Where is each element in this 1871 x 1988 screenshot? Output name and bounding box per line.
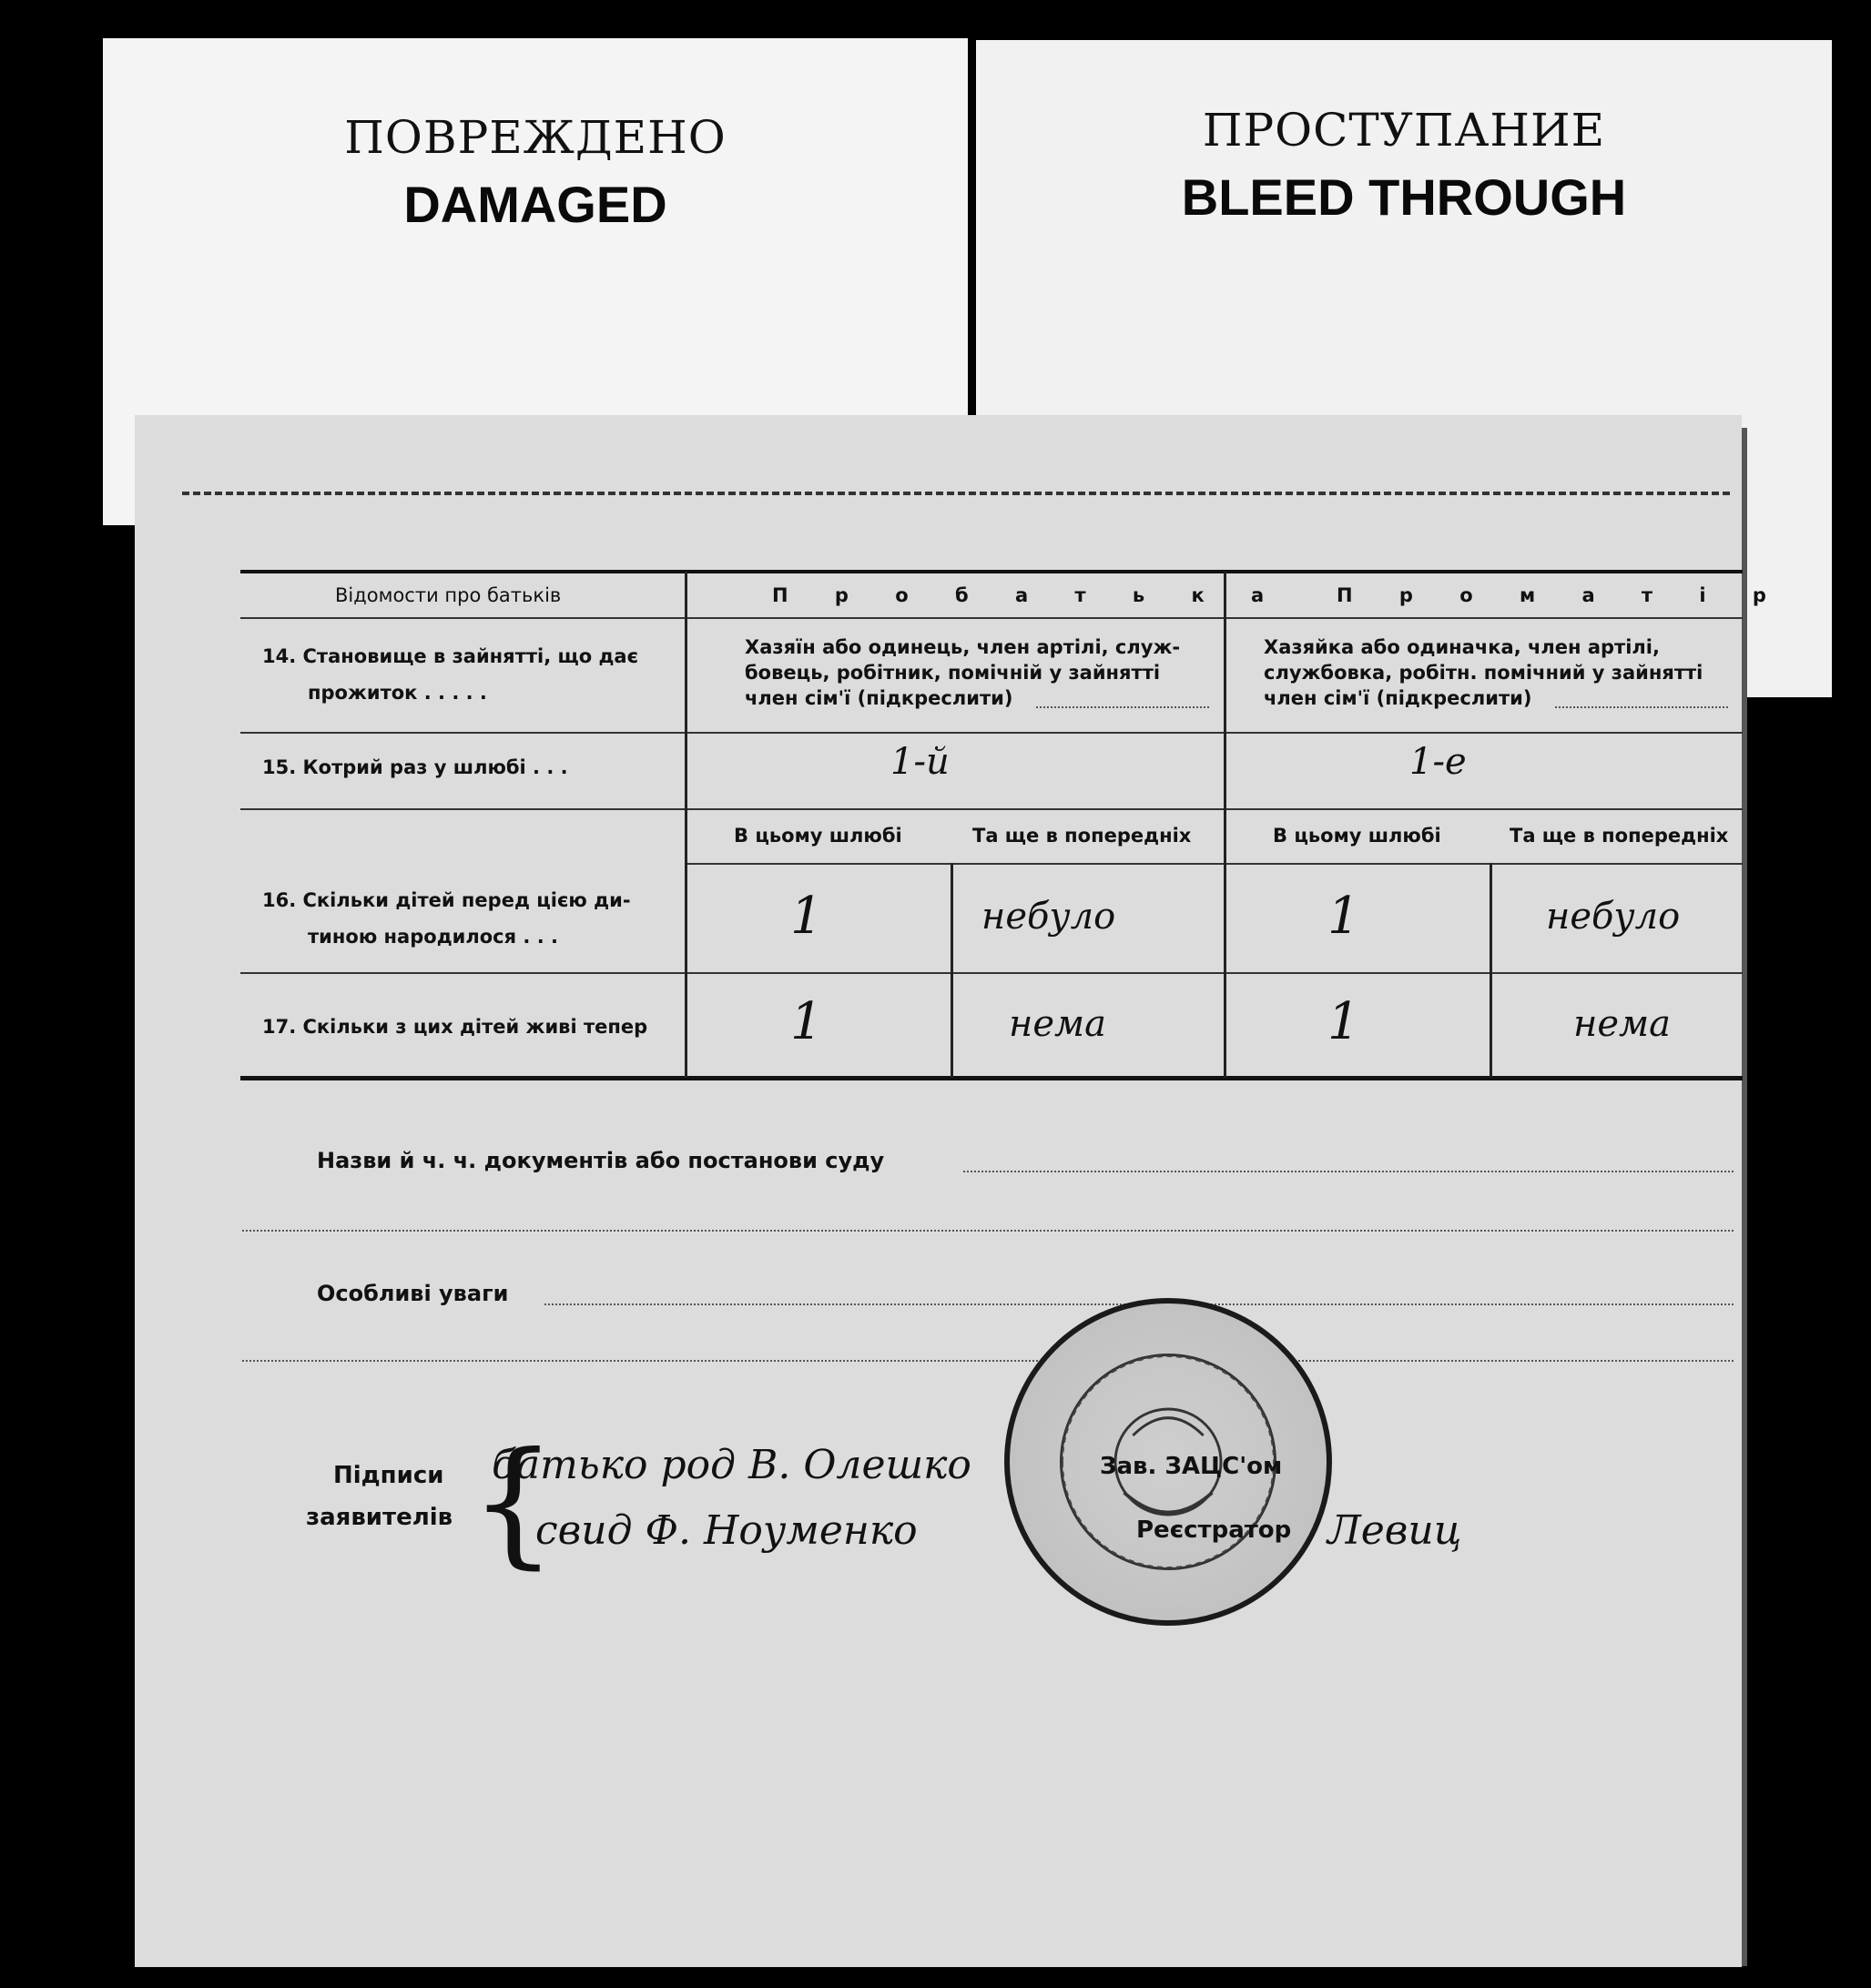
row14-father-line1: Хазяїн або одинець, член артілі, служ- <box>745 636 1181 658</box>
row16-father-previous: небуло <box>981 896 1116 938</box>
registrar-label: Реєстратор <box>1136 1516 1292 1544</box>
col-divider-mother <box>1490 863 1492 1078</box>
bleed-through-label-en: BLEED THROUGH <box>1181 168 1627 226</box>
row16-rule <box>240 972 1743 974</box>
row14-label-line1: 14. Становище в зайнятті, що дає <box>262 645 639 667</box>
row15-mother-value: 1-е <box>1409 741 1467 783</box>
documents-dots-1 <box>963 1171 1734 1172</box>
mother-signature: свид Ф. Ноуменко <box>535 1507 918 1554</box>
signatures-label-line1: Підписи <box>333 1462 444 1489</box>
header-rule <box>240 617 1743 619</box>
row14-rule <box>240 732 1743 734</box>
head-registry-label: Зав. ЗАЦС'ом <box>1100 1453 1283 1480</box>
damaged-label-ru: ПОВРЕЖДЕНО <box>344 111 727 164</box>
registration-form <box>135 415 1786 1967</box>
row16-mother-this: 1 <box>1327 887 1360 946</box>
subheader-mother-this: В цьому шлюбі <box>1273 825 1441 847</box>
subheader-rule <box>686 863 1743 865</box>
row14-label-line2: прожиток . . . . . <box>308 682 487 704</box>
documents-label: Назви й ч. ч. документів або постанови суду <box>317 1148 885 1173</box>
table-top-rule <box>240 570 1743 573</box>
header-mother: П р о м а т і р <box>1337 584 1786 606</box>
row17-mother-previous: нема <box>1573 1003 1672 1045</box>
header-parents-info: Відомости про батьків <box>335 584 562 606</box>
col-divider-1 <box>685 572 687 1078</box>
row16-label-line2: тиною народилося . . . <box>308 926 558 948</box>
header-father: П р о б а т ь к а <box>772 584 1285 606</box>
bleed-through-label-ru: ПРОСТУПАНИЕ <box>1202 104 1606 157</box>
form-edge-shadow <box>1742 428 1747 1966</box>
row14-father-line3: член сім'ї (підкреслити) <box>745 687 1013 709</box>
row14-mother-line2: службовка, робітн. помічний у зайнятті <box>1264 662 1703 684</box>
row16-label-line1: 16. Скільки дітей перед цією ди- <box>262 889 631 911</box>
subheader-mother-previous: Та ще в попередніх <box>1510 825 1729 847</box>
row15-rule <box>240 808 1743 810</box>
damaged-label-en: DAMAGED <box>403 176 667 233</box>
row15-father-value: 1-й <box>890 741 950 783</box>
col-divider-father <box>951 863 953 1078</box>
col-divider-2 <box>1224 572 1226 1078</box>
registrar-signature: Левиц <box>1327 1507 1462 1554</box>
row17-father-this: 1 <box>790 992 823 1051</box>
row14-mother-dots <box>1555 706 1728 708</box>
row17-father-previous: нема <box>1009 1003 1107 1045</box>
row14-father-line2: бовець, робітник, помічній у зайнятті <box>745 662 1161 684</box>
subheader-father-this: В цьому шлюбі <box>734 825 902 847</box>
subheader-father-previous: Та ще в попередніх <box>972 825 1192 847</box>
signatures-brace: { <box>470 1424 557 1582</box>
row17-label: 17. Скільки з цих дітей живі тепер <box>262 1016 648 1038</box>
documents-dots-2 <box>242 1230 1734 1232</box>
row17-mother-this: 1 <box>1327 992 1360 1051</box>
table-bottom-rule <box>240 1076 1743 1080</box>
father-signature: батько род В. Олешко <box>492 1442 971 1488</box>
row16-mother-previous: небуло <box>1546 896 1681 938</box>
row16-father-this: 1 <box>790 887 823 946</box>
notes-dots-2 <box>242 1360 1734 1362</box>
signatures-label-line2: заявителів <box>306 1504 453 1531</box>
row15-label: 15. Котрий раз у шлюбі . . . <box>262 756 568 778</box>
row14-father-dots <box>1036 706 1209 708</box>
perforation-line <box>182 492 1730 495</box>
row14-mother-line3: член сім'ї (підкреслити) <box>1264 687 1532 709</box>
row14-mother-line1: Хазяйка або одиначка, член артілі, <box>1264 636 1660 658</box>
notes-label: Особливі уваги <box>317 1281 509 1306</box>
